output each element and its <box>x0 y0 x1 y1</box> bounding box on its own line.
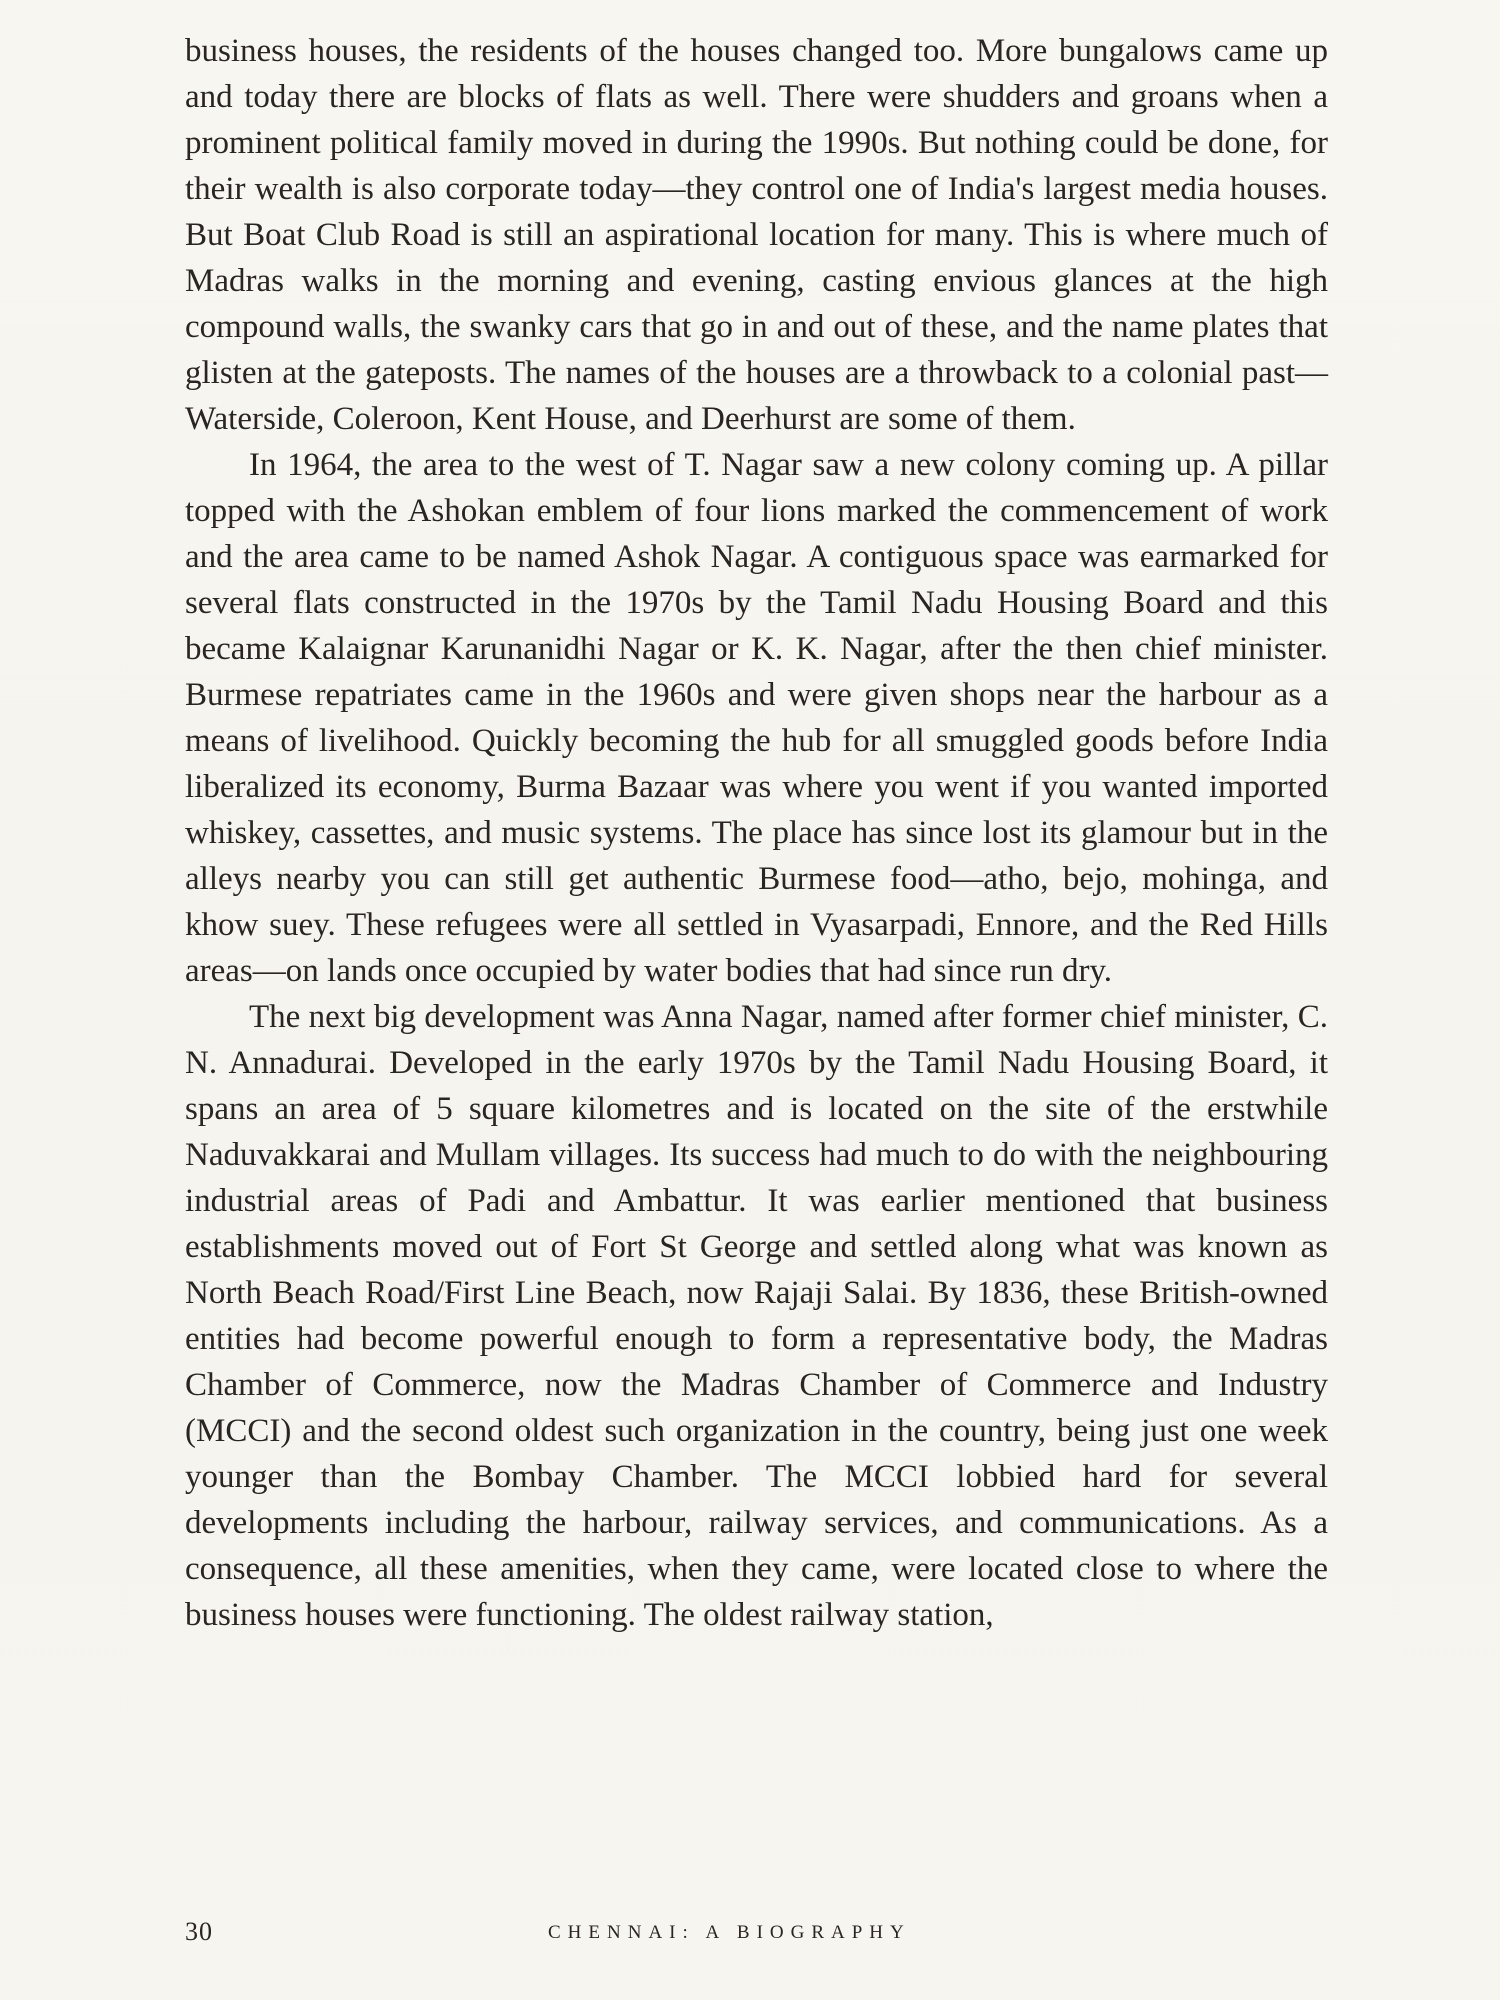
paragraph-3: The next big development was Anna Nagar, named after former chief minister, C. N. Annadurai. Developed in the early 1970s by the Tamil Nadu Housing Board, it spans an area of 5 square kilometres and is located on the site of the erstwhile Naduvakkarai and Mullam villages. Its success had much to do with the neighbouring industrial areas of Padi and Ambattur. It was earlier mentioned that business establishments moved out of Fort St George and settled along what was known as North Beach Road/First Line Beach, now Rajaji Salai. By 1836, these British-owned entities had become powerful enough to form a representative body, the Madras Chamber of Commerce, now the Madras Chamber of Commerce and Industry (MCCI) and the second oldest such organization in the country, being just one week younger than the Bombay Chamber. The MCCI lobbied hard for several developments including the harbour, railway services, and communications. As a consequence, all these amenities, when they came, were located close to where the business houses were functioning. The oldest railway station, <box>185 999 1328 1633</box>
paragraph-1: business houses, the residents of the houses changed too. More bungalows came up and today there are blocks of flats as well. There were shudders and groans when a prominent political family moved in during the 1990s. But nothing could be done, for their wealth is also corporate today—they control one of India's largest media houses. But Boat Club Road is still an aspirational location for many. This is where much of Madras walks in the morning and evening, casting envious glances at the high compound walls, the swanky cars that go in and out of these, and the name plates that glisten at the gateposts. The names of the houses are a throwback to a colonial past—Waterside, Coleroon, Kent House, and Deerhurst are some of them. <box>185 33 1328 437</box>
page-number: 30 <box>185 1917 213 1946</box>
paragraph-2: In 1964, the area to the west of T. Nagar saw a new colony coming up. A pillar topped with the Ashokan emblem of four lions marked the commencement of work and the area came to be named Ashok Nagar. A contiguous space was earmarked for several flats constructed in the 1970s by the Tamil Nadu Housing Board and this became Kalaignar Karunanidhi Nagar or K. K. Nagar, after the then chief minister. Burmese repatriates came in the 1960s and were given shops near the harbour as a means of livelihood. Quickly becoming the hub for all smuggled goods before India liberalized its economy, Burma Bazaar was where you went if you wanted imported whiskey, cassettes, and music systems. The place has since lost its glamour but in the alleys nearby you can still get authentic Burmese food—atho, bejo, mohinga, and khow suey. These refugees were all settled in Vyasarpadi, Ennore, and the Red Hills areas—on lands once occupied by water bodies that had since run dry. <box>185 447 1328 989</box>
running-title: CHENNAI: A BIOGRAPHY <box>548 1922 911 1943</box>
body-text <box>185 28 1328 1638</box>
